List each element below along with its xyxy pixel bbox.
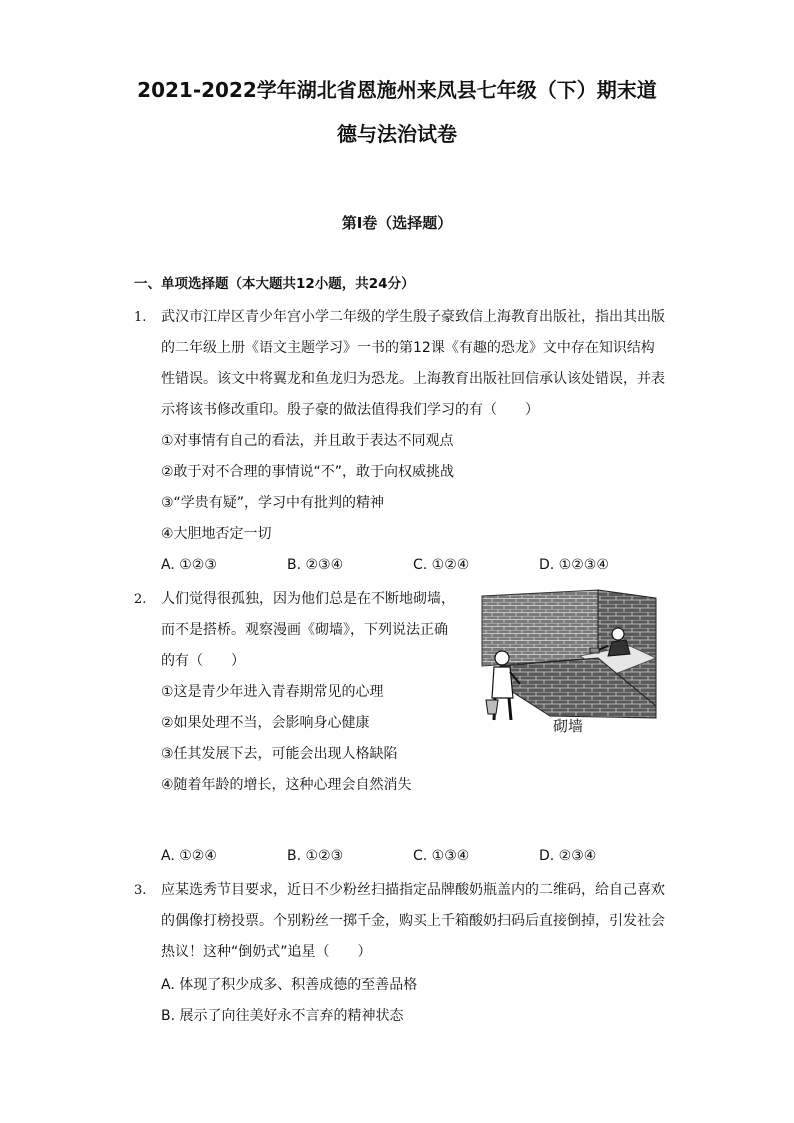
- question-2-option-d[interactable]: D. ②③④: [539, 848, 597, 864]
- question-1-number: 1.: [134, 310, 147, 325]
- question-2-statement: ③任其发展下去，可能会出现人格缺陷: [161, 746, 398, 762]
- exam-title-line2: 德与法治试卷: [337, 122, 457, 146]
- question-1-line: 武汉市江岸区青少年宫小学二年级的学生殷子豪致信上海教育出版社，指出其出版: [161, 309, 665, 325]
- question-2-line: 人们觉得很孤独，因为他们总是在不断地砌墙，: [161, 591, 455, 607]
- section-title: 第I卷（选择题）: [341, 214, 453, 232]
- question-1-option-c[interactable]: C. ①②④: [413, 557, 470, 573]
- question-1-option-b[interactable]: B. ②③④: [287, 557, 344, 573]
- cartoon-illustration: [480, 588, 658, 736]
- question-3-number: 3.: [134, 883, 147, 898]
- question-1-statement: ②敢于对不合理的事情说“不”，敢于向权威挑战: [161, 464, 455, 480]
- question-2-statement: ②如果处理不当，会影响身心健康: [161, 715, 370, 731]
- question-2-option-c[interactable]: C. ①③④: [413, 848, 470, 864]
- wall-building-cartoon: [480, 588, 658, 736]
- question-1-line: 性错误。该文中将翼龙和鱼龙归为恐龙。上海教育出版社回信承认该处错误，并表: [161, 371, 665, 387]
- question-1-statement: ③“学贵有疑”，学习中有批判的精神: [161, 495, 385, 511]
- question-2-option-a[interactable]: A. ①②④: [161, 848, 217, 864]
- question-1-line: 示将该书修改重印。殷子豪的做法值得我们学习的有（ ）: [161, 402, 539, 418]
- cartoon-caption: 砌墙: [552, 717, 584, 735]
- exam-title-line1: 2021-2022学年湖北省恩施州来凤县七年级（下）期末道: [137, 78, 657, 102]
- question-1-option-a[interactable]: A. ①②③: [161, 557, 217, 573]
- question-1-statement: ④大胆地否定一切: [161, 526, 272, 542]
- question-2-number: 2.: [134, 592, 147, 607]
- question-3-line: 热议！这种“倒奶式”追星（ ）: [161, 944, 372, 960]
- question-2-statement: ④随着年龄的增长，这种心理会自然消失: [161, 777, 412, 793]
- part-title: 一、单项选择题（本大题共12小题，共24分）: [134, 276, 415, 292]
- question-1-statement: ①对事情有自己的看法，并且敢于表达不同观点: [161, 433, 454, 449]
- question-2-line: 而不是搭桥。观察漫画《砌墙》，下列说法正确: [161, 622, 448, 638]
- question-3-option-b[interactable]: B. 展示了向往美好永不言弃的精神状态: [161, 1008, 404, 1024]
- question-2-line: 的有（ ）: [161, 653, 245, 669]
- question-3-option-a[interactable]: A. 体现了积少成多、积善成德的至善品格: [161, 977, 418, 993]
- exam-title: [100, 68, 694, 156]
- question-3-line: 的偶像打榜投票。个别粉丝一掷千金，购买上千箱酸奶扫码后直接倒掉，引发社会: [161, 913, 665, 929]
- question-2-statement: ①这是青少年进入青春期常见的心理: [161, 684, 384, 700]
- question-3-line: 应某选秀节目要求，近日不少粉丝扫描指定品牌酸奶瓶盖内的二维码，给自己喜欢: [161, 882, 665, 898]
- question-2-option-b[interactable]: B. ①②③: [287, 848, 344, 864]
- question-1-option-d[interactable]: D. ①②③④: [539, 557, 609, 573]
- question-1-line: 的二年级上册《语文主题学习》一书的第12课《有趣的恐龙》文中存在知识结构: [161, 340, 655, 356]
